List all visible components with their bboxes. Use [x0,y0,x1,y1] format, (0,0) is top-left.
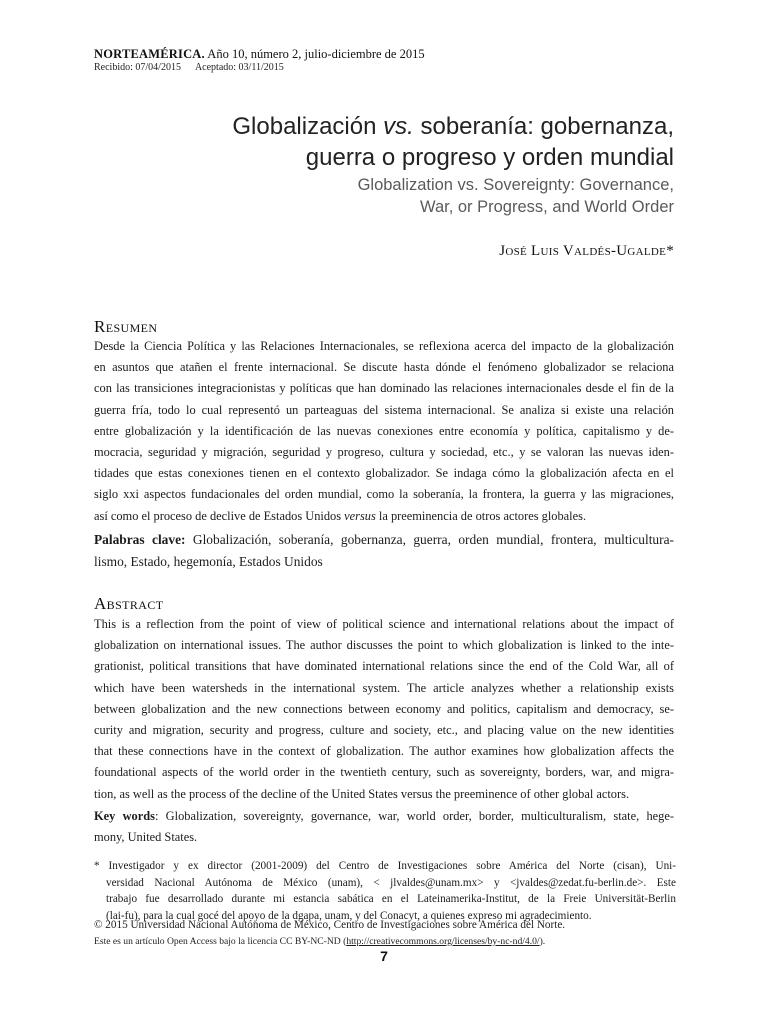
footnote-line: * Investigador y ex director (2001-2009) del Centro de Investigaciones sobre América del Norte (cisan), Uni- [94,860,676,872]
resumen-line: mocracia, seguridad y migración, seguridad y progreso, cultura y sociedad, etc., y se valoran las nuevas iden- [94,445,674,460]
abstract-body [94,614,674,805]
accepted-date: Aceptado: 03/11/2015 [194,62,284,73]
footnote-line: versidad Nacional Autónoma de México (unam), < jlvaldes@unam.mx> y <jvaldes@zedat.fu-berlin.de>. Este [106,876,676,889]
subtitle-line-1: Globalization vs. Sovereignty: Governance, [357,176,674,194]
article-title [114,111,674,173]
resumen-line: en asuntos que atañen el frente internacional. Se discute hasta dónde el fenómeno globalizador se relaciona [94,360,674,375]
abstract-line: globalization on international issues. The author discusses the point to which globalization is linked to the inte- [94,638,674,653]
keywords-label: Key words [94,809,155,823]
abstract-line: This is a reflection from the point of view of political science and international relations about the impact of [94,617,674,631]
journal-citation [94,47,654,62]
license-link[interactable]: http://creativecommons.org/licenses/by-nc-nd/4.0/ [346,936,540,947]
journal-name: NORTEAMÉRICA. [94,47,205,61]
abstract-line: that these connections have in the context of globalization. The author examines how globalization affects the [94,744,674,759]
keywords-line: Palabras clave: Globalización, soberanía, gobernanza, guerra, orden mundial, frontera, multicultura- [94,532,674,547]
keywords-label: Palabras clave: [94,532,186,547]
submission-dates [94,62,654,74]
title-line-2: guerra o progreso y orden mundial [305,144,674,171]
abstract-line: foundational aspects of the world order in the twentieth century, such as sovereignty, borders, war, and migra- [94,765,674,780]
palabras-clave [94,529,674,573]
resumen-line: así como el proceso de declive de Estados Unidos versus la preeminencia de otros actores globales. [94,508,587,523]
title-block [114,111,674,218]
keywords-line: mony, United States. [94,830,198,845]
abstract-line: between globalization and the new connections between economy and politics, capitalism and democracy, se- [94,701,674,716]
article-subtitle [114,174,674,218]
journal-issue: Año 10, número 2, julio-diciembre de 2015 [204,47,425,61]
subtitle-line-2: War, or Progress, and World Order [419,198,674,216]
author-footnote [94,858,676,924]
keywords-line: lismo, Estado, hegemonía, Estados Unidos [94,554,323,569]
journal-header [94,47,654,74]
resumen-body [94,336,674,527]
resumen-line: siglo xxi aspectos fundacionales del orden mundial, como la soberanía, la frontera, la guerra y las migraciones, [94,487,674,502]
abstract-heading: Abstract [94,594,164,613]
resumen-line: guerra fría, todo lo cual representó un parteaguas del sistema internacional. Se analiza si existe una relación [94,402,674,417]
abstract-line: which have been watersheds in the international system. The article analyzes whether a relationship exists [94,680,674,695]
resumen-line: Desde la Ciencia Política y las Relaciones Internacionales, se reflexiona acerca del impacto de la globalización [94,339,674,353]
resumen-line: tidades que estas conexiones tienen en el contexto globalizador. Se indaga cómo la globalización afecta en el [94,466,674,481]
received-date: Recibido: 07/04/2015 [94,62,181,73]
abstract-line: curity and migration, security and progress, culture and society, etc., and placing value on the new identities [94,723,674,738]
key-words [94,806,674,848]
resumen-line: entre globalización y la identificación de las nuevas conexiones entre economía y política, capitalismo y de- [94,423,674,438]
license-notice: Este es un artículo Open Access bajo la licencia CC BY-NC-ND (http://creativecommons.org/licenses/by-nc-nd/4.0/). [94,936,546,947]
abstract-line: grationist, political transitions that have dominated international relations since the end of the Cold War, all of [94,659,674,674]
footnote-line: trabajo fue desarrollado durante mi estancia sabática en el Lateinamerika-Institut, de la Freie Universität-Berlin [106,893,676,906]
title-line-1: Globalización vs. soberanía: gobernanza, [232,113,674,140]
footnote-line: (lai-fu), para la cual gocé del apoyo de la dgapa, unam, y del Conacyt, a quienes expreso mi agradecimiento. [106,909,592,922]
copyright-notice: © 2015 Universidad Nacional Autónoma de México, Centro de Investigaciones sobre América del Norte. [94,919,566,931]
abstract-line: tion, as well as the process of the decline of the United States versus the preeminence of other global actors. [94,786,630,801]
author-name: José Luis Valdés-Ugalde* [499,243,674,259]
page-number: 7 [380,948,388,964]
resumen-line: con las transiciones integracionistas y políticas que han dominado las relaciones internacionales desde el fin de la [94,381,674,396]
keywords-line: Key words: Globalization, sovereignty, governance, war, world order, border, multiculturalism, state, hege- [94,809,674,823]
resumen-heading: Resumen [94,317,158,336]
